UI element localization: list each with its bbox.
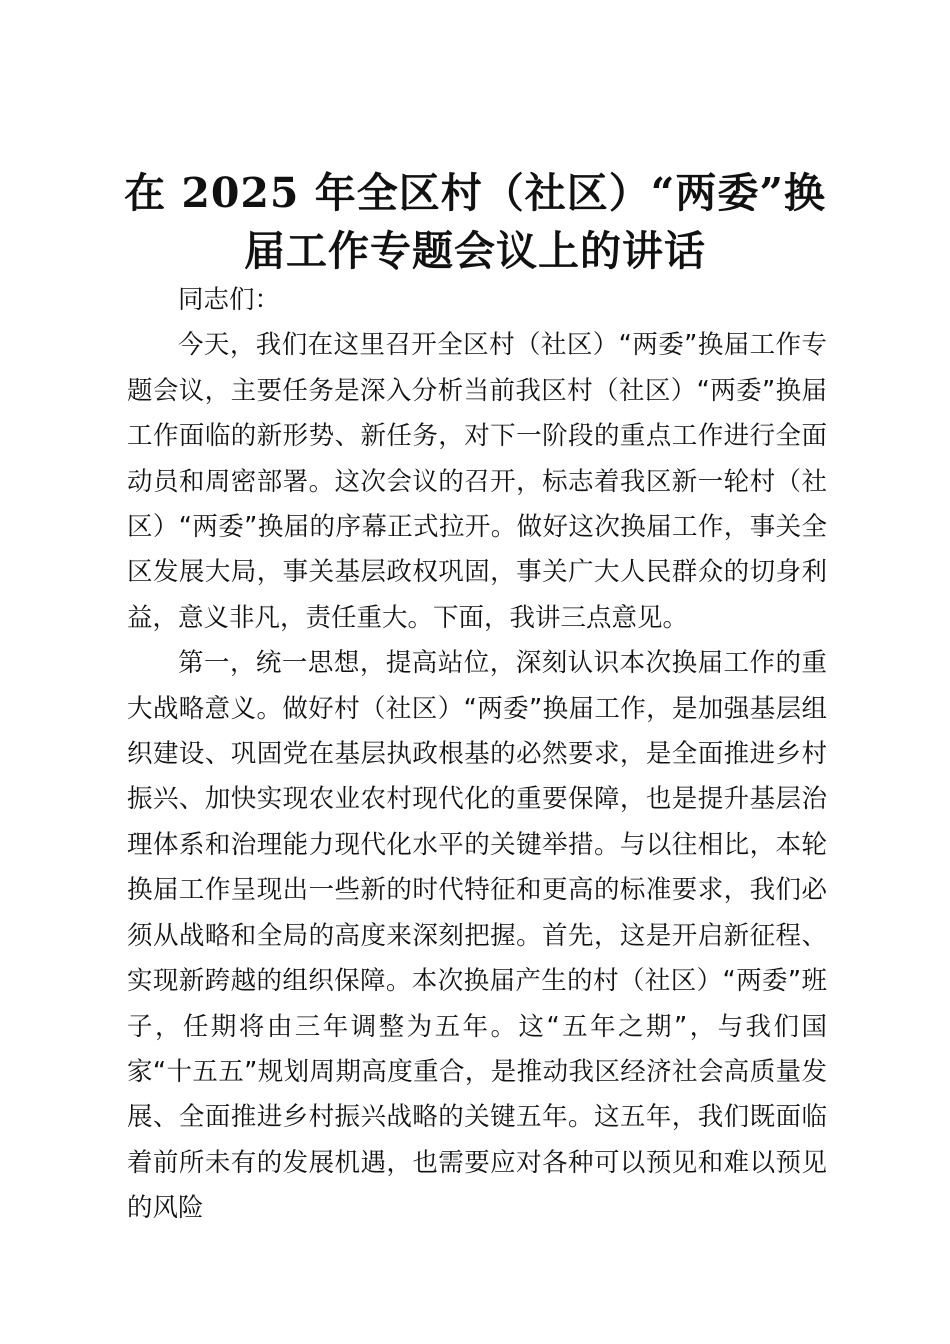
document-title bbox=[110, 164, 840, 280]
paragraph-1: 今天，我们在这里召开全区村（社区）“两委”换届工作专题会议，主要任务是深入分析当前我区村（社区）“两委”换届工作面临的新形势、新任务，对下一阶段的重点工作进行全面动员和周密部署。这次会议的召开，标志着我区新一轮村（社区）“两委”换届的序幕正式拉开。做好这次换届工作，事关全区发展大局，事关基层政权巩固，事关广大人民群众的切身利益，意义非凡，责任重大。下面，我讲三点意见。 bbox=[127, 330, 827, 633]
document-title-line-2: 届工作专题会议上的讲话 bbox=[244, 227, 706, 275]
document-title-line-1: 在 2025 年全区村（社区）“两委”换 bbox=[124, 169, 826, 217]
paragraph-2: 第一，统一思想，提高站位，深刻认识本次换届工作的重大战略意义。做好村（社区）“两委”换届工作，是加强基层组织建设、巩固党在基层执政根基的必然要求，是全面推进乡村振兴、加快实现农业农村现代化的重要保障，也是提升基层治理体系和治理能力现代化水平的关键举措。与以往相比，本轮换届工作呈现出一些新的时代特征和更高的标准要求，我们必须从战略和全局的高度来深刻把握。首先，这是开启新征程、实现新跨越的组织保障。本次换届产生的村（社区）“两委”班子，任期将由三年调整为五年。这“五年之期”，与我们国家“十五五”规划周期高度重合，是推动我区经济社会高质量发展、全面推进乡村振兴战略的关键五年。这五年，我们既面临着前所未有的发展机遇，也需要应对各种可以预见和难以预见的风险 bbox=[127, 648, 827, 1224]
salutation: 同志们： bbox=[178, 285, 281, 315]
document-body bbox=[127, 278, 827, 1232]
